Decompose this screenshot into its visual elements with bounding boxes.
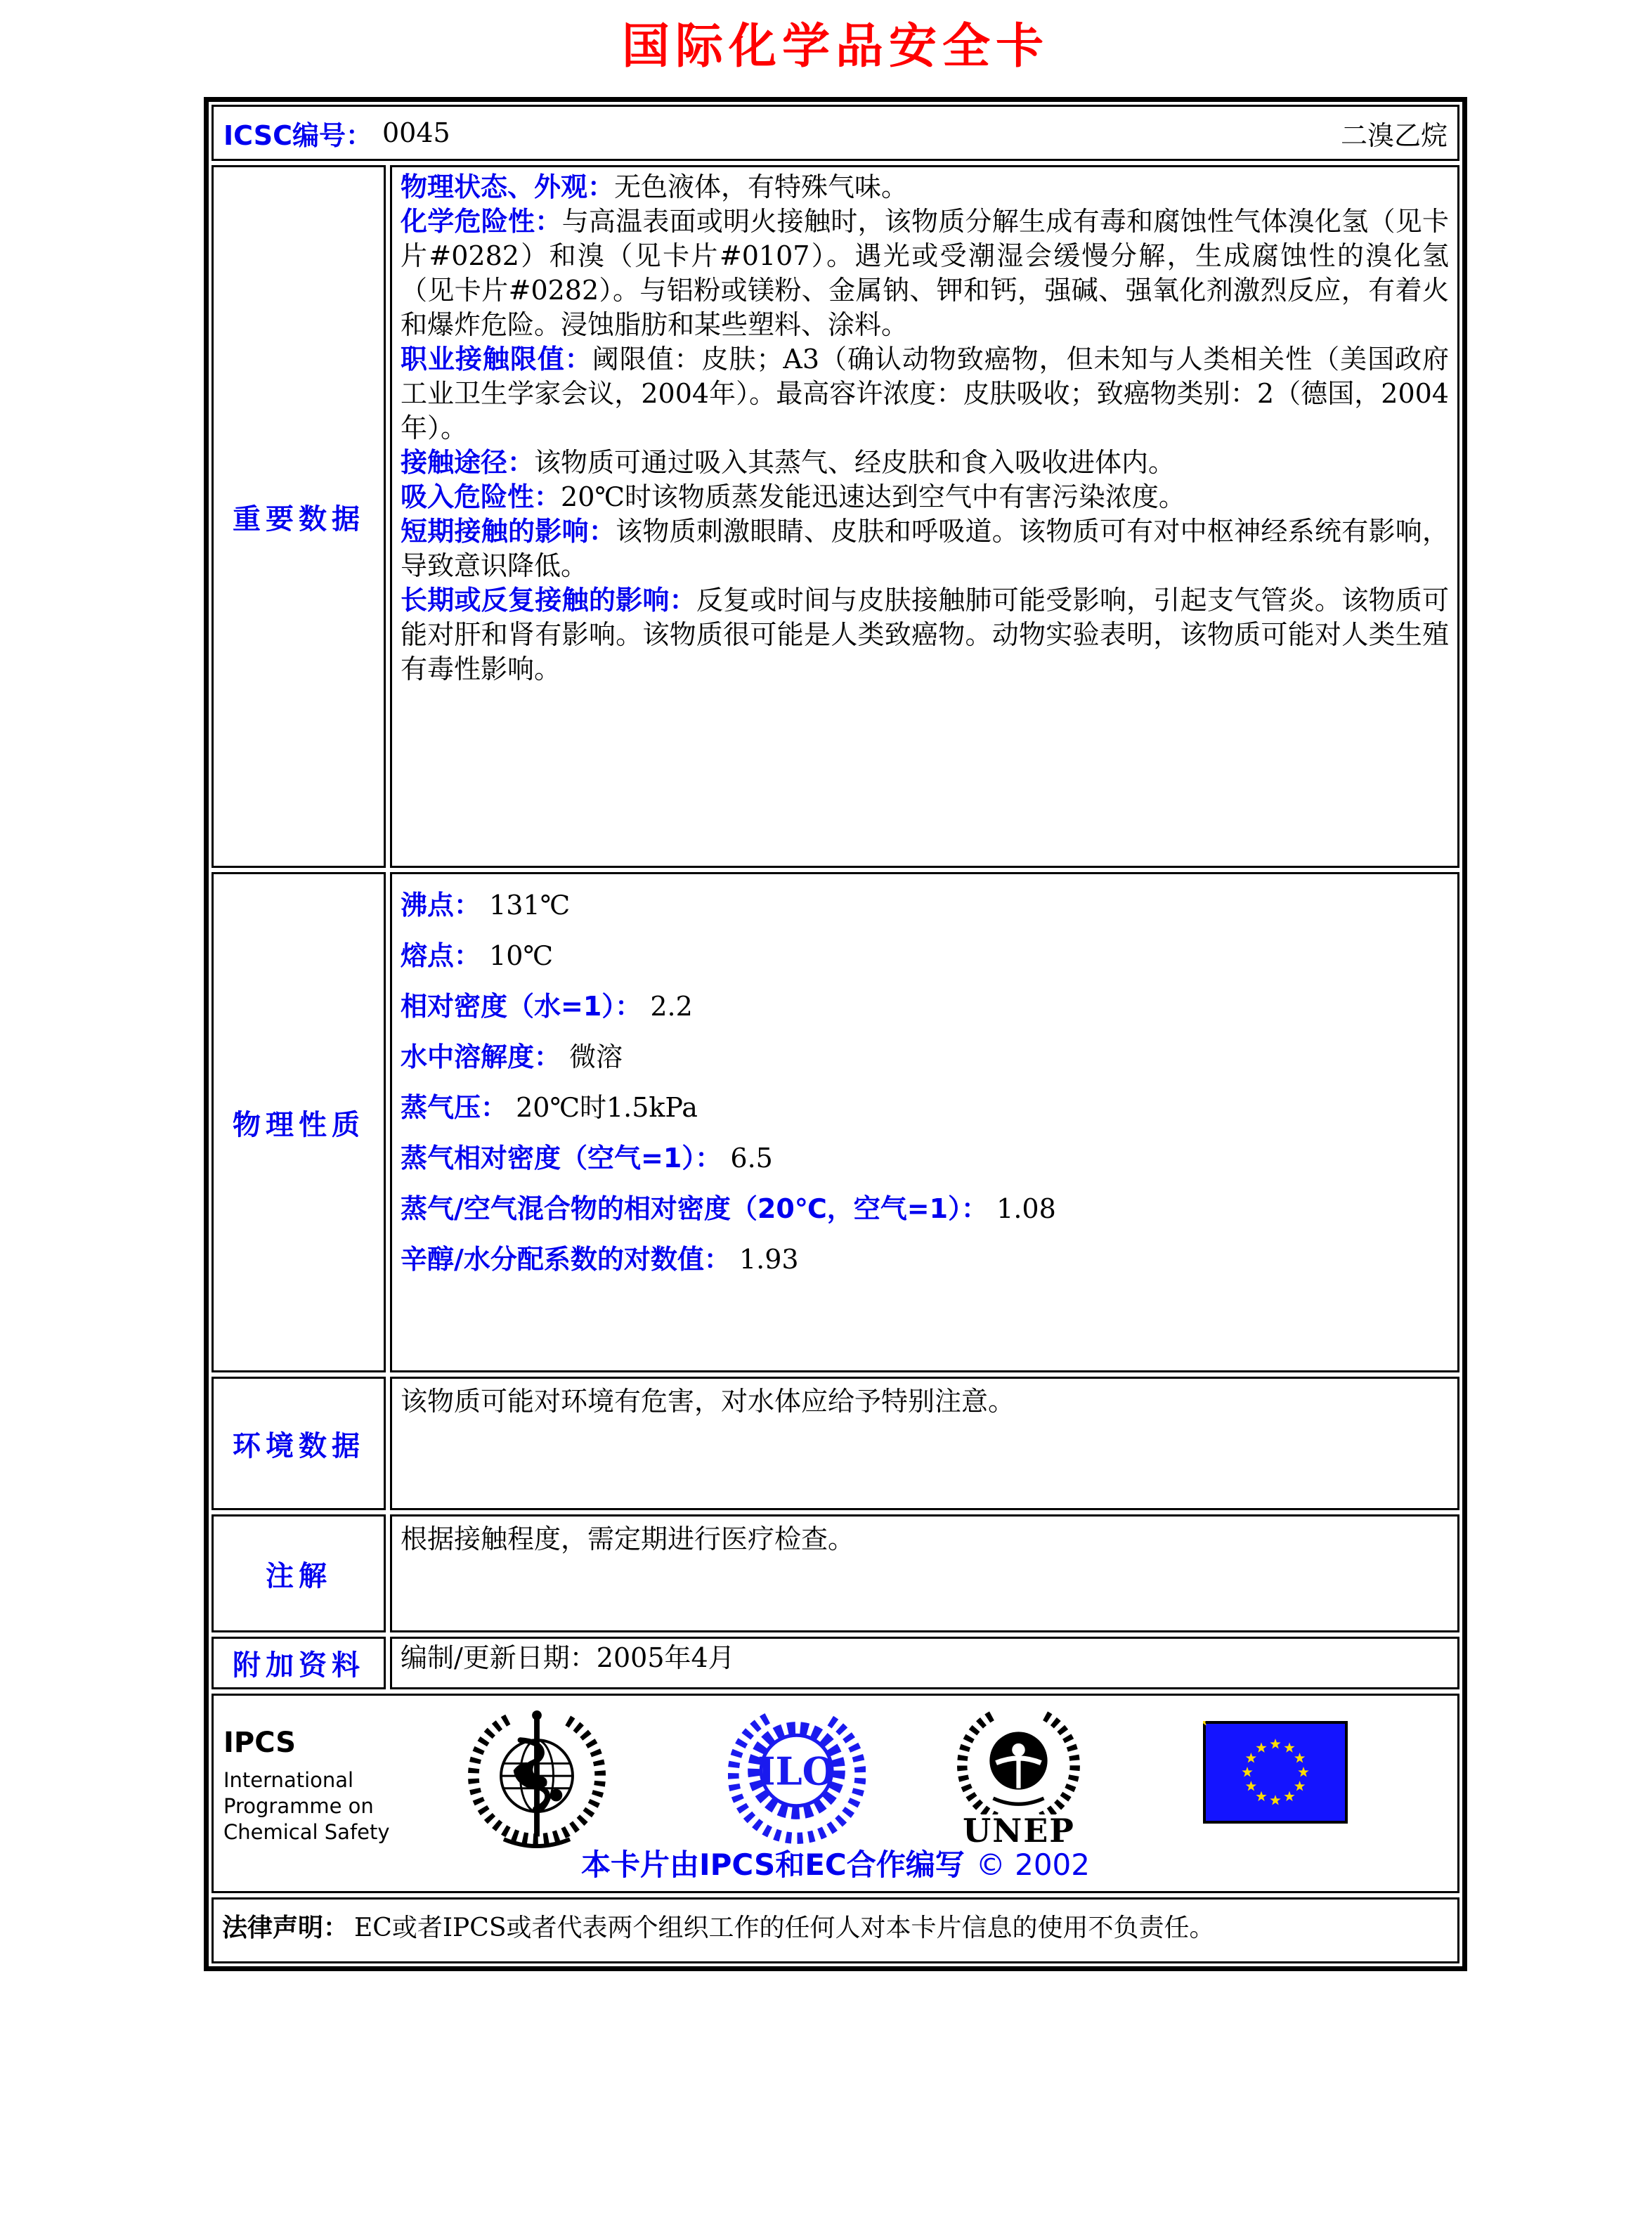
field-label: 相对密度（水=1）：	[401, 991, 642, 1022]
field-label: 接触途径：	[401, 447, 535, 478]
field-value: 6.5	[730, 1143, 773, 1174]
property-solubility-in-water	[401, 1040, 1449, 1074]
field-inhalation-risk	[401, 480, 1449, 514]
field-label: 化学危险性：	[401, 206, 562, 237]
icsc-number-value: 0045	[382, 117, 450, 148]
field-physical-state	[401, 170, 1449, 204]
section-content-environmental-data	[390, 1377, 1459, 1510]
field-routes-of-exposure	[401, 446, 1449, 480]
ipcs-title: IPCS	[223, 1727, 297, 1759]
field-text: 反复或时间与皮肤接触肺可能受影响，引起支气管炎。该物质可能对肝和肾有影响。该物质很可能是人类致癌物。动物实验表明，该物质可能对人类生殖有毒性影响。	[401, 585, 1449, 684]
section-content-additional-information	[390, 1637, 1459, 1689]
field-value: 20℃时1.5kPa	[516, 1092, 698, 1123]
card-container	[204, 0, 1467, 1971]
section-label-physical-properties: 物理性质	[212, 872, 386, 1372]
row-legal-notice	[212, 1897, 1459, 1963]
who-icon	[468, 1707, 606, 1855]
field-long-term-effects	[401, 583, 1449, 687]
field-label: 吸入危险性：	[401, 481, 561, 512]
physical-properties-list	[392, 874, 1457, 1299]
field-value: 1.08	[996, 1193, 1056, 1224]
icsc-number-label: ICSC编号：	[223, 119, 372, 151]
section-label-environmental-data: 环境数据	[212, 1377, 386, 1510]
field-text: 无色液体，有特殊气味。	[614, 171, 909, 202]
icsc-number-group	[223, 114, 450, 152]
notes-text: 根据接触程度，需定期进行医疗检查。	[401, 1524, 855, 1554]
ipcs-subtitle-line: Chemical Safety	[223, 1820, 390, 1844]
property-vapour-pressure	[401, 1091, 1449, 1125]
row-environmental-data	[212, 1377, 1459, 1510]
field-label: 长期或反复接触的影响：	[401, 585, 696, 616]
property-vapour-density	[401, 1141, 1449, 1176]
row-important-data	[212, 165, 1459, 868]
prepared-updated-date: 编制/更新日期：2005年4月	[401, 1642, 735, 1673]
field-chemical-dangers	[401, 204, 1449, 342]
row-physical-properties	[212, 872, 1459, 1372]
field-text: 阈限值：皮肤；A3（确认动物致癌物，但未知与人类相关性（美国政府工业卫生学家会议，2004年）。最高容许浓度：皮肤吸收；致癌物类别：2（德国，2004年）。	[401, 344, 1449, 443]
field-label: 蒸气压：	[401, 1092, 508, 1123]
row-notes	[212, 1514, 1459, 1632]
field-text: 与高温表面或明火接触时，该物质分解生成有毒和腐蚀性气体溴化氢（见卡片#0282）和溴（见卡片#0107）。遇光或受潮湿会缓慢分解，生成腐蚀性的溴化氢（见卡片#0282）。与铝粉或镁粉、金属钠、钾和钙，强碱、强氧化剂激烈反应，有着火和爆炸危险。浸蚀脂肪和某些塑料、涂料。	[401, 206, 1449, 340]
field-value: 微溶	[569, 1041, 623, 1072]
eu-flag-icon	[1203, 1721, 1348, 1826]
field-occupational-exposure-limits	[401, 342, 1449, 446]
field-short-term-effects	[401, 514, 1449, 583]
ipcs-subtitle-line: International	[223, 1768, 354, 1792]
property-boiling-point	[401, 888, 1449, 923]
property-relative-density	[401, 989, 1449, 1024]
page-title: 国际化学品安全卡	[621, 18, 1049, 74]
credit-text: 本卡片由IPCS和EC合作编写	[580, 1847, 965, 1882]
header-cell	[212, 105, 1459, 161]
field-label: 辛醇/水分配系数的对数值：	[401, 1244, 731, 1275]
field-value: 1.93	[739, 1244, 799, 1275]
field-label: 蒸气相对密度（空气=1）：	[401, 1143, 722, 1174]
field-value: 2.2	[650, 991, 693, 1022]
credit-line	[214, 1842, 1457, 1884]
field-text: 该物质刺激眼睛、皮肤和呼吸道。该物质可有对中枢神经系统有影响，导致意识降低。	[401, 516, 1449, 581]
field-value: 131℃	[489, 890, 571, 921]
legal-notice-label: 法律声明：	[222, 1914, 349, 1942]
field-text: 20℃时该物质蒸发能迅速达到空气中有害污染浓度。	[561, 481, 1185, 512]
unep-caption: UNEP	[963, 1812, 1075, 1850]
row-additional-information	[212, 1637, 1459, 1689]
icsc-table	[204, 97, 1467, 1971]
section-label-important-data: 重要数据	[212, 165, 386, 868]
ilo-icon	[728, 1707, 866, 1847]
legal-notice-text: EC或者IPCS或者代表两个组织工作的任何人对本卡片信息的使用不负责任。	[354, 1914, 1215, 1942]
important-data-text	[392, 167, 1457, 692]
field-label: 熔点：	[401, 940, 481, 971]
field-label: 物理状态、外观：	[401, 171, 615, 202]
ilo-monogram: ILO	[757, 1748, 835, 1794]
logos-cell	[212, 1694, 1459, 1893]
ipcs-subtitle-line: Programme on	[223, 1794, 374, 1818]
property-vapour-air-mixture-density	[401, 1192, 1449, 1226]
section-content-notes	[390, 1514, 1459, 1632]
field-label: 沸点：	[401, 890, 481, 921]
field-text: 该物质可通过吸入其蒸气、经皮肤和食入吸收进体内。	[534, 447, 1176, 478]
section-content-physical-properties	[390, 872, 1459, 1372]
chemical-name: 二溴乙烷	[1340, 119, 1448, 151]
legal-notice	[212, 1897, 1459, 1963]
section-label-additional-information: 附加资料	[212, 1637, 386, 1689]
environmental-data-text: 该物质可能对环境有危害，对水体应给予特别注意。	[401, 1386, 1015, 1417]
property-octanol-water-log-p	[401, 1242, 1449, 1277]
field-label: 职业接触限值：	[401, 344, 592, 375]
field-label: 水中溶解度：	[401, 1041, 561, 1072]
field-label: 蒸气/空气混合物的相对密度（20℃，空气=1）：	[401, 1193, 989, 1224]
field-value: 10℃	[489, 940, 553, 971]
property-melting-point	[401, 939, 1449, 973]
field-label: 短期接触的影响：	[401, 516, 616, 547]
section-content-important-data	[390, 165, 1459, 868]
ipcs-logo-text	[223, 1727, 390, 1845]
header-row	[212, 105, 1459, 161]
section-label-notes: 注解	[212, 1514, 386, 1632]
copyright-text: © 2002	[975, 1847, 1091, 1882]
row-logos	[212, 1694, 1459, 1893]
unep-icon	[956, 1706, 1082, 1850]
